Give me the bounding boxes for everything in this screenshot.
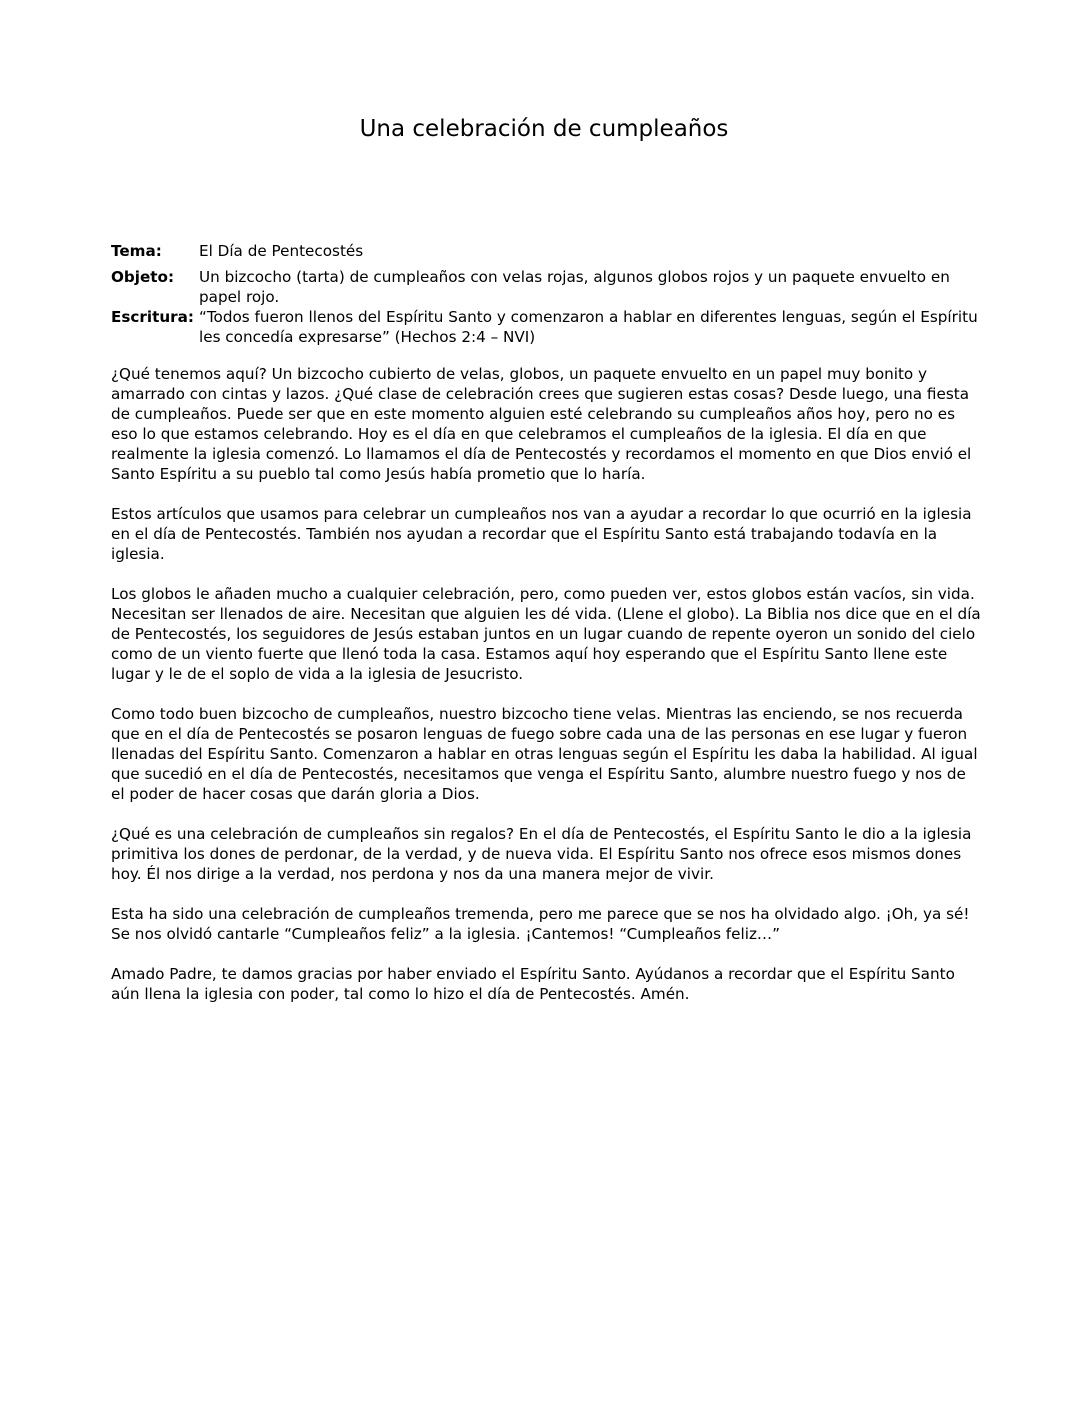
paragraph: Esta ha sido una celebración de cumpleaños tremenda, pero me parece que se nos ha olvidado algo. ¡Oh, ya sé! Se nos olvidó cantarle “Cumpleaños feliz” a la iglesia. ¡Cantemos! “Cumpleaños feliz…”: [111, 905, 970, 943]
paragraph: Amado Padre, te damos gracias por haber enviado el Espíritu Santo. Ayúdanos a recordar que el Espíritu Santo aún llena la iglesia con poder, tal como lo hizo el día de Pentecostés. Amén.: [111, 965, 955, 1003]
paragraph: Los globos le añaden mucho a cualquier celebración, pero, como pueden ver, estos globos están vacíos, sin vida. Necesitan ser llenados de aire. Necesitan que alguien les dé vida. (Llene el globo). La Biblia nos dice que en el día de Pentecostés, los seguidores de Jesús estaban juntos en un lugar cuando de repente oyeron un sonido del cielo como de un viento fuerte que llenó toda la casa. Estamos aquí hoy esperando que el Espíritu Santo llene este lugar y le de el soplo de vida a la iglesia de Jesucristo.: [111, 585, 981, 683]
objeto-value: Un bizcocho (tarta) de cumpleaños con velas rojas, algunos globos rojos y un paquete envuelto en papel rojo.: [199, 268, 950, 306]
objeto-label: Objeto:: [111, 268, 175, 286]
paragraph: ¿Qué tenemos aquí? Un bizcocho cubierto de velas, globos, un paquete envuelto en un papel muy bonito y amarrado con cintas y lazos. ¿Qué clase de celebración crees que sugieren estas cosas? Desde luego, una fiesta de cumpleaños. Puede ser que en este momento alguien esté celebrando su cumpleaños años hoy, pero no es eso lo que estamos celebrando. Hoy es el día en que celebramos el cumpleaños de la iglesia. El día en que realmente la iglesia comenzó. Lo llamamos el día de Pentecostés y recordamos el momento en que Dios envió el Santo Espíritu a su pueblo tal como Jesús había prometio que lo haría.: [111, 365, 972, 483]
paragraph: Como todo buen bizcocho de cumpleaños, nuestro bizcocho tiene velas. Mientras las enciendo, se nos recuerda que en el día de Pentecostés se posaron lenguas de fuego sobre cada una de las personas en ese lugar y fueron llenadas del Espíritu Santo. Comenzaron a hablar en otras lenguas según el Espíritu les daba la habilidad. Al igual que sucedió en el día de Pentecostés, necesitamos que venga el Espíritu Santo, alumbre nuestro fuego y nos de el poder de hacer cosas que darán gloria a Dios.: [111, 705, 978, 803]
meta-row-objeto: [111, 267, 981, 307]
meta-row-tema: [111, 241, 981, 261]
page-title: Una celebración de cumpleaños: [359, 116, 729, 142]
meta-row-escritura: [111, 307, 981, 347]
tema-label: Tema:: [111, 242, 162, 260]
escritura-value: “Todos fueron llenos del Espíritu Santo y comenzaron a hablar en diferentes lenguas, según el Espíritu les concedía expresarse” (Hechos 2:4 – NVI): [199, 308, 978, 346]
paragraph: Estos artículos que usamos para celebrar un cumpleaños nos van a ayudar a recordar lo que ocurrió en la iglesia en el día de Pentecostés. También nos ayudan a recordar que el Espíritu Santo está trabajando todavía en la iglesia.: [111, 505, 972, 563]
lesson-body: [111, 364, 981, 1024]
paragraph: ¿Qué es una celebración de cumpleaños sin regalos? En el día de Pentecostés, el Espíritu Santo le dio a la iglesia primitiva los dones de perdonar, de la verdad, y de nueva vida. El Espíritu Santo nos ofrece esos mismos dones hoy. Él nos dirige a la verdad, nos perdona y nos da una manera mejor de vivir.: [111, 825, 972, 883]
escritura-label: Escritura:: [111, 308, 194, 326]
lesson-meta: [111, 241, 981, 347]
tema-value: El Día de Pentecostés: [199, 242, 364, 260]
